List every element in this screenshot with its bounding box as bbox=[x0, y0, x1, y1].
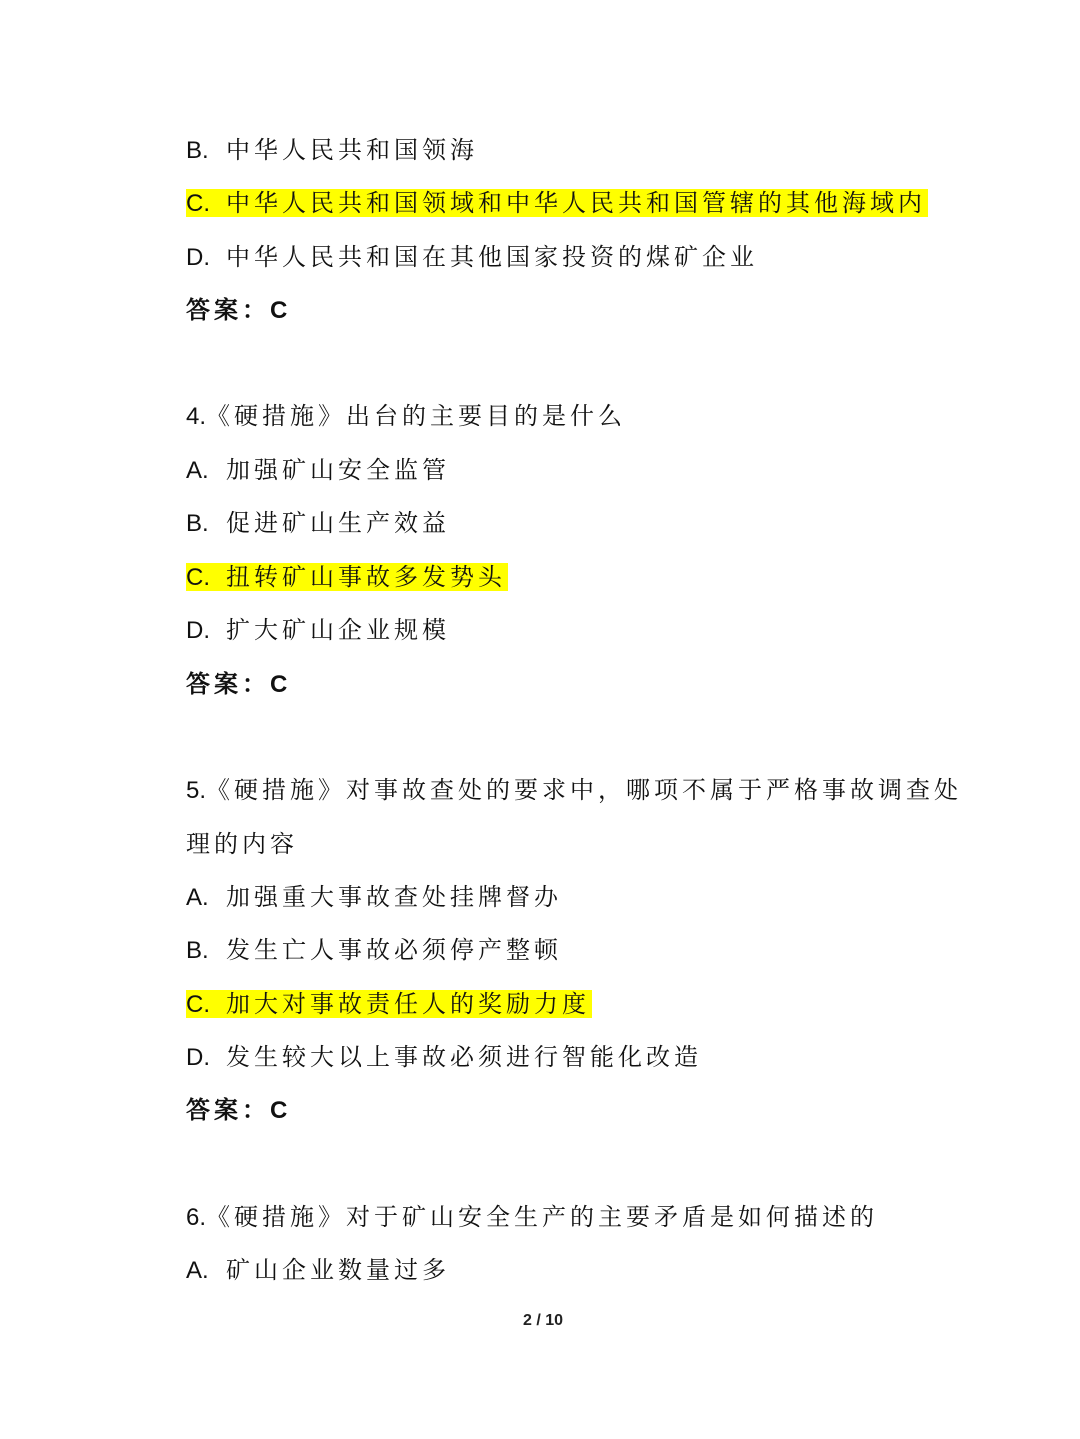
q4-option-b-letter: B. bbox=[186, 510, 209, 537]
q4-option-a-letter: A. bbox=[186, 457, 209, 484]
q4-option-d bbox=[186, 610, 450, 650]
q6-option-a bbox=[186, 1250, 450, 1290]
q3-option-c-text: 中华人民共和国领域和中华人民共和国管辖的其他海域内 bbox=[226, 189, 926, 217]
q4-option-c-highlight bbox=[186, 563, 508, 591]
q4-option-b-text: 促进矿山生产效益 bbox=[226, 509, 450, 537]
q3-answer bbox=[186, 290, 287, 330]
q5-answer-value: C bbox=[270, 1097, 288, 1124]
q4-option-c bbox=[186, 557, 508, 597]
q5-question-line2 bbox=[186, 824, 298, 864]
q5-question-line1 bbox=[186, 770, 962, 810]
q4-answer bbox=[186, 664, 287, 704]
q5-answer bbox=[186, 1090, 287, 1130]
q4-option-b bbox=[186, 503, 450, 543]
q6-number: 6. bbox=[186, 1204, 207, 1231]
q3-option-c bbox=[186, 183, 928, 223]
q6-question bbox=[186, 1197, 878, 1237]
q5-option-a bbox=[186, 877, 562, 917]
q3-option-d-text: 中华人民共和国在其他国家投资的煤矿企业 bbox=[226, 243, 758, 271]
q5-option-d-text: 发生较大以上事故必须进行智能化改造 bbox=[226, 1043, 702, 1071]
q5-option-c-text: 加大对事故责任人的奖励力度 bbox=[226, 990, 590, 1018]
q3-answer-label: 答案： bbox=[186, 295, 270, 324]
q5-option-b-letter: B. bbox=[186, 937, 209, 964]
q4-question bbox=[186, 396, 626, 436]
q4-option-d-text: 扩大矿山企业规模 bbox=[226, 616, 450, 644]
q3-option-b-text: 中华人民共和国领海 bbox=[226, 136, 478, 164]
q4-question-text: 《硬措施》出台的主要目的是什么 bbox=[206, 402, 627, 430]
q4-answer-label: 答案： bbox=[186, 669, 270, 698]
q4-option-a bbox=[186, 450, 450, 490]
q3-option-c-letter: C. bbox=[186, 190, 210, 217]
q5-option-c-letter: C. bbox=[186, 991, 210, 1018]
q5-option-a-text: 加强重大事故查处挂牌督办 bbox=[226, 883, 562, 911]
q3-option-b bbox=[186, 130, 478, 170]
q5-option-c bbox=[186, 984, 592, 1024]
q3-option-d-letter: D. bbox=[186, 244, 210, 271]
q6-question-text: 《硬措施》对于矿山安全生产的主要矛盾是如何描述的 bbox=[206, 1203, 879, 1231]
q3-option-c-highlight bbox=[186, 189, 928, 217]
q5-option-d-letter: D. bbox=[186, 1044, 210, 1071]
q4-option-c-text: 扭转矿山事故多发势头 bbox=[226, 563, 506, 591]
q5-option-c-highlight bbox=[186, 990, 592, 1018]
q4-option-d-letter: D. bbox=[186, 617, 210, 644]
page-number: 2 / 10 bbox=[522, 1312, 564, 1329]
q4-option-a-text: 加强矿山安全监管 bbox=[226, 456, 450, 484]
q5-answer-label: 答案： bbox=[186, 1095, 270, 1124]
q4-option-c-letter: C. bbox=[186, 564, 210, 591]
q3-option-b-letter: B. bbox=[186, 137, 209, 164]
q3-answer-value: C bbox=[270, 297, 288, 324]
q5-option-b bbox=[186, 930, 562, 970]
q5-option-d bbox=[186, 1037, 702, 1077]
q6-option-a-letter: A. bbox=[186, 1257, 209, 1284]
q4-number: 4. bbox=[186, 403, 207, 430]
q5-number: 5. bbox=[186, 777, 207, 804]
q6-option-a-text: 矿山企业数量过多 bbox=[226, 1256, 450, 1284]
q3-option-d bbox=[186, 237, 758, 277]
q4-answer-value: C bbox=[270, 671, 288, 698]
q5-question-text-line2: 理的内容 bbox=[186, 830, 298, 858]
q5-option-b-text: 发生亡人事故必须停产整顿 bbox=[226, 936, 562, 964]
q5-question-text-line1: 《硬措施》对事故查处的要求中，哪项不属于严格事故调查处 bbox=[206, 776, 963, 804]
q5-option-a-letter: A. bbox=[186, 884, 209, 911]
